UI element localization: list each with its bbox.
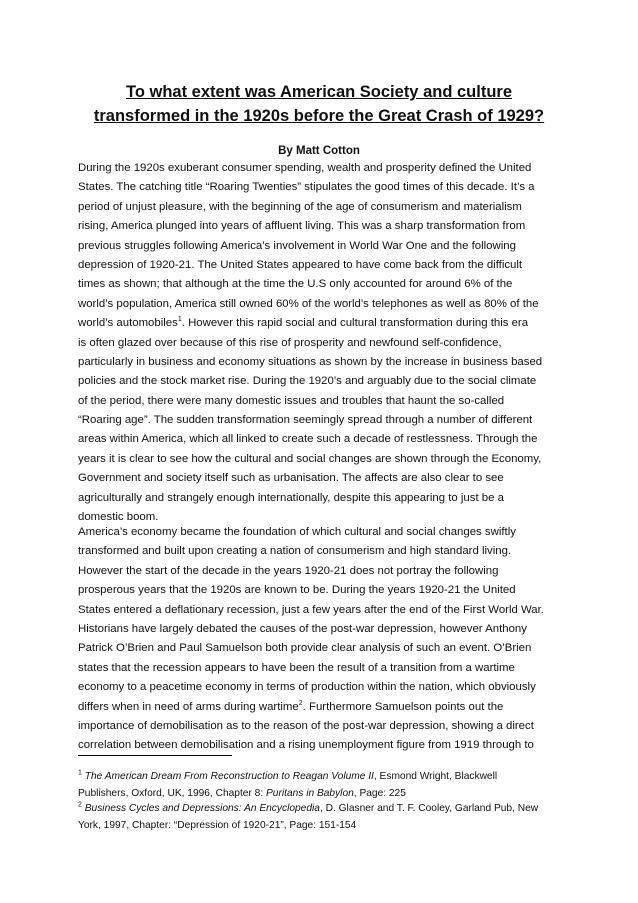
paragraph-line: importance of demobilisation as to the reason of the post-war depression, showing a direct: [78, 719, 534, 732]
paragraph-line-head: world’s automobiles: [78, 317, 178, 330]
paragraph-line: [78, 698, 570, 717]
paragraph-line: agriculturally and strangely enough internationally, despite this appearing to just be a: [78, 491, 504, 504]
paragraph-line: economy to a peacetime economy in terms of production within the nation, which obviously: [78, 681, 536, 694]
paragraph-line: “Roaring age”. The sudden transformation seemingly spread through a number of different: [78, 414, 533, 427]
footnote-book-title: Business Cycles and Depressions: An Encyclopedia: [84, 803, 320, 814]
paragraph-line: America’s economy became the foundation of which cultural and social changes swiftly: [78, 526, 516, 538]
paragraph-1: [78, 159, 570, 527]
paragraph-line: period of unjust pleasure, with the beginning of the age of consumerism and materialism: [78, 200, 522, 213]
footnote-ref-2[interactable]: 2: [298, 699, 303, 707]
paragraph-2: [78, 523, 570, 756]
paragraph-line: world’s population, America still owned 60% of the world’s telephones as well as 80% of the: [78, 297, 539, 310]
footnote-number: 1: [78, 769, 82, 777]
paragraph-line: states that the recession appears to have been the result of a transition from a wartime: [78, 661, 515, 674]
footnote-1: [78, 768, 578, 802]
paragraph-line: During the 1920s exuberant consumer spending, wealth and prosperity defined the United: [78, 162, 532, 174]
footnote-chapter-title: Puritans in Babylon: [266, 788, 354, 799]
paragraph-line-tail: . Furthermore Samuelson points out the: [302, 700, 504, 713]
footnote-book-title: The American Dream From Reconstruction to Reagan Volume II: [84, 771, 374, 782]
footnote-separator: [78, 755, 232, 756]
paragraph-line: Historians have largely debated the causes of the post-war depression, however Anthony: [78, 622, 527, 635]
paragraph-line: prosperous years that the 1920s are known to be. During the years 1920-21 the United: [78, 584, 516, 597]
footnote-text: , Page: 225: [353, 788, 406, 799]
paragraph-line: However the start of the decade in the years 1920-21 does not portray the following: [78, 564, 499, 577]
paragraph-line: times as shown; that although at the time the U.S only accounted for around 6% of the: [78, 278, 513, 291]
title-line-1: To what extent was American Society and culture: [125, 83, 513, 101]
paragraph-line: States entered a deflationary recession, just a few years after the end of the First World War.: [78, 603, 544, 616]
paragraph-line: transformed and built upon creating a nation of consumerism and high standard living.: [78, 545, 512, 558]
footnote-2: [78, 800, 578, 834]
paragraph-line: previous struggles following America’s involvement in World War One and the following: [78, 239, 516, 252]
paragraph-line: years it is clear to see how the cultural and social changes are shown through the Economy,: [78, 452, 542, 465]
paragraph-line: of the period, there were many domestic issues and troubles that haunt the so-called: [78, 394, 505, 407]
paragraph-line: policies and the stock market rise. During the 1920’s and arguably due to the social climate: [78, 375, 537, 388]
paragraph-line: domestic boom.: [78, 511, 159, 524]
paragraph-line: depression of 1920-21. The United States appeared to have come back from the difficult: [78, 258, 523, 271]
paragraph-line: areas within America, which all linked to create such a decade of restlessness. Through the: [78, 433, 538, 446]
paragraph-line: correlation between demobilisation and a rising unemployment figure from 1919 through to: [78, 739, 534, 752]
footnote-ref-1[interactable]: 1: [177, 316, 182, 324]
paragraph-line: [78, 314, 570, 333]
paragraph-line: Government and society itself such as urbanisation. The affects are also clear to see: [78, 472, 504, 485]
paragraph-line: rising, America plunged into years of affluent living. This was a sharp transformation from: [78, 220, 526, 233]
title-line-2: transformed in the 1920s before the Great Crash of 1929?: [93, 107, 545, 125]
footnote-text: Publishers, Oxford, UK, 1996, Chapter 8:: [78, 788, 266, 799]
paragraph-line: is often glazed over because of this rise of prosperity and newfound self-confidence,: [78, 336, 502, 349]
paragraph-line: Patrick O’Brien and Paul Samuelson both provide clear analysis of such an event. O’Brien: [78, 642, 532, 655]
paragraph-line-tail: . However this rapid social and cultural transformation during this era: [181, 317, 529, 330]
footnote-number: 2: [78, 801, 82, 809]
footnote-text: , Esmond Wright, Blackwell: [373, 771, 498, 782]
paragraph-line: States. The catching title “Roaring Twenties” stipulates the good times of this decade. It’s a: [78, 181, 535, 194]
paragraph-line: particularly in business and economy situations as shown by the increase in business based: [78, 355, 543, 368]
paragraph-line-head: differs when in need of arms during wartime: [78, 700, 299, 713]
author-byline: By Matt Cotton: [278, 145, 360, 157]
footnote-text: , D. Glasner and T. F. Cooley, Garland Pub, New: [319, 803, 539, 814]
footnote-text: York, 1997, Chapter: “Depression of 1920-21”, Page: 151-154: [78, 820, 357, 831]
